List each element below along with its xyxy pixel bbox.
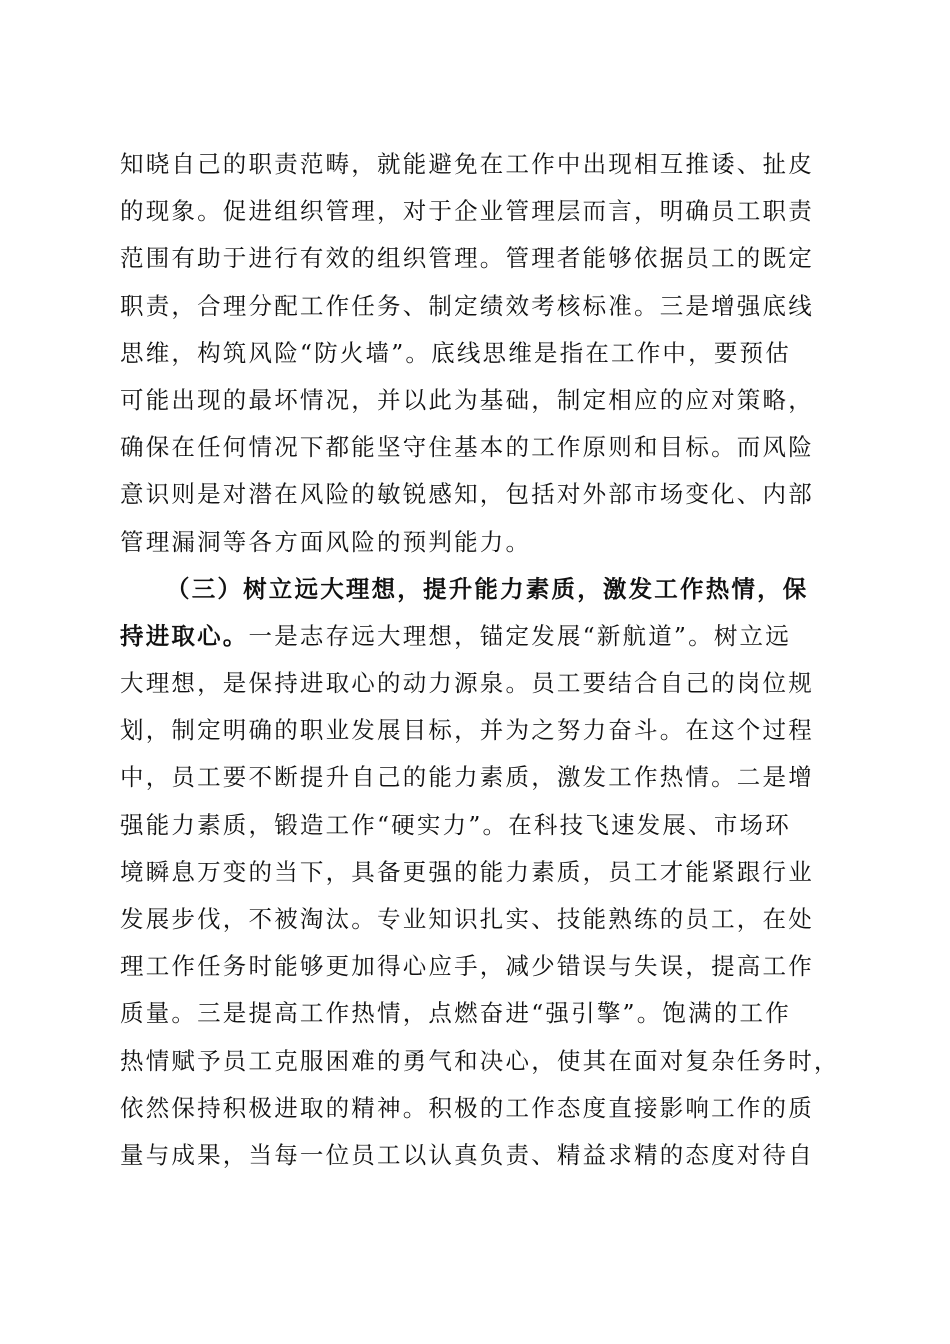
- text-line: 境瞬息万变的当下，具备更强的能力素质，员工才能紧跟行业: [120, 857, 814, 886]
- section-text: 一是志存远大理想，锚定发展“新航道”。树立远: [248, 621, 791, 650]
- text-line: 知晓自己的职责范畴，就能避免在工作中出现相互推诿、扯皮: [120, 150, 814, 178]
- text-line: 管理漏洞等各方面风险的预判能力。: [120, 527, 532, 556]
- text-line: 理工作任务时能够更加得心应手，减少错误与失误，提高工作: [120, 952, 814, 981]
- section-heading: （三）树立远大理想，提升能力素质，激发工作热情，保: [166, 574, 809, 603]
- text-line: 的现象。促进组织管理，对于企业管理层而言，明确员工职责: [120, 197, 814, 226]
- body-text: [120, 141, 840, 1179]
- text-line: 范围有助于进行有效的组织管理。管理者能够依据员工的既定: [120, 244, 814, 273]
- text-line: 中，员工要不断提升自己的能力素质，激发工作热情。二是增: [120, 763, 814, 792]
- text-line: 思维，构筑风险“防火墙”。底线思维是指在工作中，要预估: [120, 338, 791, 367]
- text-line: 职责，合理分配工作任务、制定绩效考核标准。三是增强底线: [120, 291, 814, 320]
- text-line: 意识则是对潜在风险的敏锐感知，包括对外部市场变化、内部: [120, 480, 814, 509]
- text-line: 确保在任何情况下都能坚守住基本的工作原则和目标。而风险: [120, 433, 814, 462]
- text-line: 依然保持积极进取的精神。积极的工作态度直接影响工作的质: [120, 1093, 814, 1122]
- text-line: 强能力素质，锻造工作“硬实力”。在科技飞速发展、市场环: [120, 810, 791, 839]
- text-line: 大理想，是保持进取心的动力源泉。员工要结合自己的岗位规: [120, 669, 814, 698]
- text-line: 划，制定明确的职业发展目标，并为之努力奋斗。在这个过程: [120, 716, 814, 745]
- section-heading-end: 持进取心。: [120, 621, 249, 650]
- text-line: 热情赋予员工克服困难的勇气和决心，使其在面对复杂任务时，: [120, 1046, 840, 1075]
- text-line: 发展步伐，不被淘汰。专业知识扎实、技能熟练的员工，在处: [120, 905, 814, 933]
- text-line: 质量。三是提高工作热情，点燃奋进“强引擎”。饱满的工作: [120, 999, 791, 1028]
- text-line: 量与成果，当每一位员工以认真负责、精益求精的态度对待自: [120, 1140, 814, 1169]
- section-heading-continuation: [120, 613, 840, 660]
- text-line: 可能出现的最坏情况，并以此为基础，制定相应的应对策略，: [120, 385, 814, 414]
